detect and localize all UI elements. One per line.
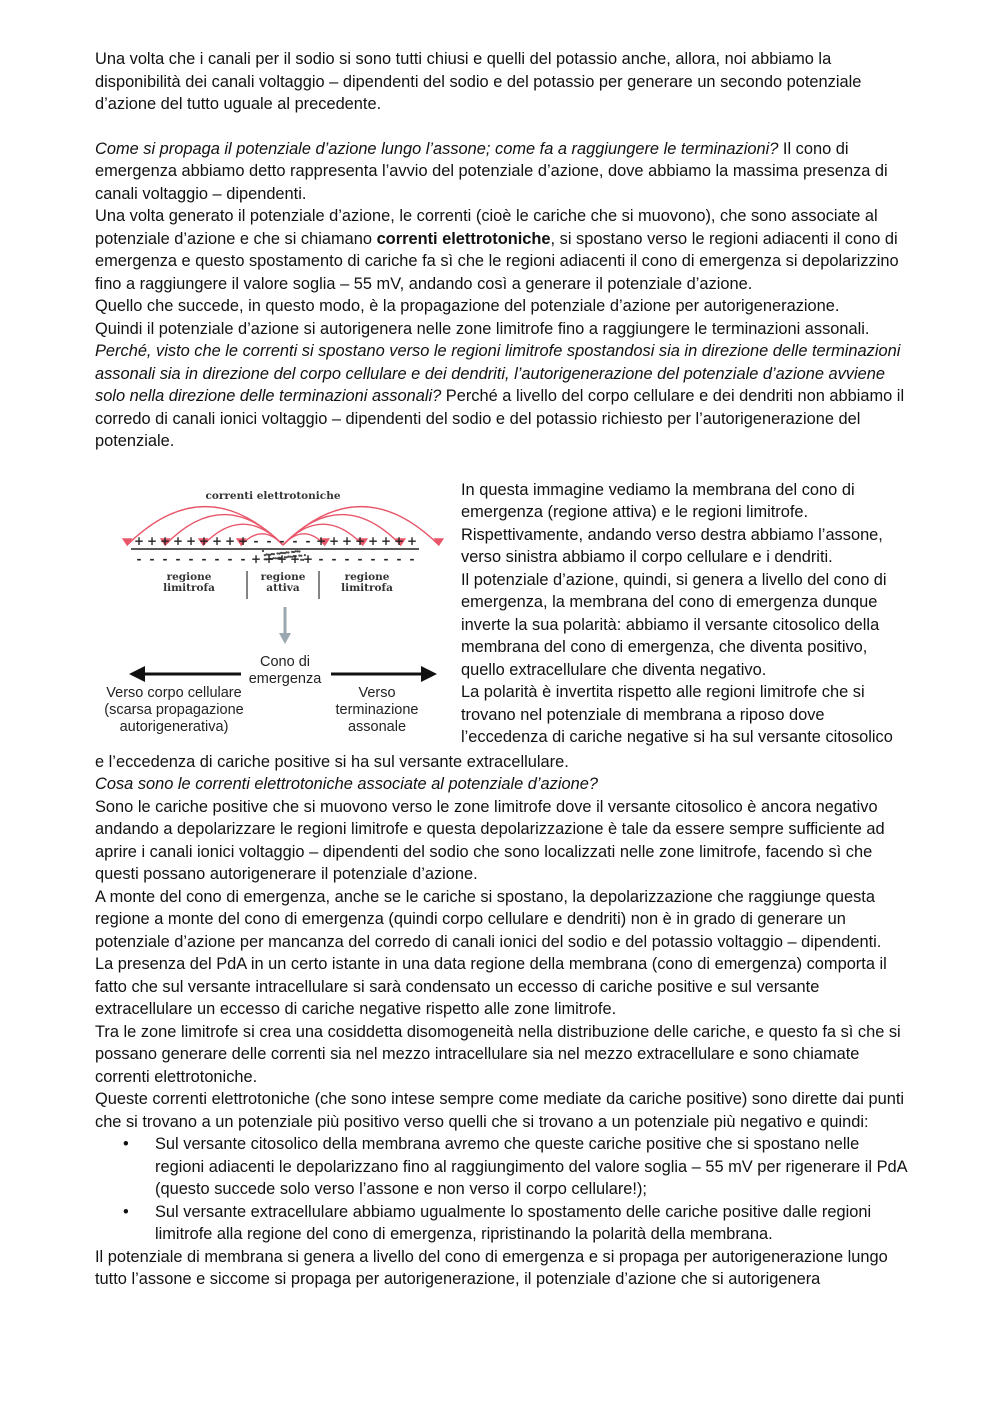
charge-sign: + [146, 533, 158, 548]
question-2: Perché, visto che le correnti si spostano verso le regioni limitrofe spostandosi sia in direzione delle terminazioni assonali sia in direzione del corpo cellulare e dei dendriti, l’autorigenerazione del potenziale d’azione avviene solo nella direzione delle terminazioni assonali? [95, 342, 901, 405]
paragraph-2 [95, 138, 910, 206]
charge-sign: + [315, 533, 327, 548]
charge-sign: + [237, 533, 249, 548]
paragraph-3-text-b: , si spostano verso le regioni adiacenti il cono di emergenza e questo spostamento di cariche fa sì che le regioni adiacenti il cono di emergenza si depolarizzino fino a raggiungere il valore soglia – 55 mV, andando così a generare il potenziale d’azione. [95, 229, 899, 293]
charge-sign: + [341, 533, 353, 548]
paragraph-1: Una volta che i canali per il sodio si sono tutti chiusi e quelli del potassio anche, allora, noi abbiamo la disponibilità dei canali voltaggio – dipendenti del sodio e del potassio per generare un secondo potenziale d’azione del tutto uguale al precedente. [95, 50, 862, 113]
charge-sign: + [276, 551, 288, 566]
charge-sign: - [214, 551, 220, 566]
question-3: Cosa sono le correnti elettrotoniche associate al potenziale d’azione? [95, 775, 598, 793]
charge-sign: - [305, 533, 311, 548]
cono-label-2: emergenza [248, 670, 322, 687]
paragraph-14: Il potenziale di membrana si genera a livello del cono di emergenza e si propaga per autorigenerazione lungo tutto l’assone e siccome si propaga per autorigenerazione, il potenziale d’azione che si autorigenera [95, 1247, 888, 1288]
paragraph-9: Sono le cariche positive che si muovono verso le zone limitrofe dove il versante citosolico è ancora negativo andando a depolarizzare le regioni limitrofe e questa depolarizzazione è tale da essere sempre sufficiente ad aprire i canali ionici voltaggio – dipendenti del sodio che sono localizzati nelle zone limitrofe, facendo sì che questi possano autorigenerare il potenziale d’azione. [95, 797, 885, 883]
paragraph-13: Queste correnti elettrotoniche (che sono intese sempre come mediate da cariche positive) sono dirette dai punti che si trovano a un potenziale più positivo verso quelli che si trovano a un potenziale più negativo e quindi: [95, 1090, 905, 1131]
charge-dot [300, 558, 302, 560]
paragraph-12: Tra le zone limitrofe si crea una cosiddetta disomogeneità nella distribuzione delle cariche, e questo fa sì che si possano generare delle correnti sia nel mezzo intracellulare sia nel mezzo extracellulare e sono chiamate correnti elettrotoniche. [95, 1022, 901, 1086]
cono-label-1: Cono di [260, 653, 310, 670]
charge-sign: + [198, 533, 210, 548]
paragraph-4: Quello che succede, in questo modo, è la propagazione del potenziale d’azione per autorigenerazione. [95, 297, 840, 315]
paragraph-5: Quindi il potenziale d’azione si autorigenera nelle zone limitrofe fino a raggiungere le terminazioni assonali. [95, 319, 870, 338]
figure-text-3: Il potenziale d’azione, quindi, si genera a livello del cono di emergenza, la membrana del cono di emergenza dunque inverte la sua polarità: abbiamo il versante citosolico della membrana del cono di emergenza, che diventa positivo, quello extracellulare che diventa negativo. [461, 570, 887, 679]
paragraph-6 [95, 340, 910, 453]
charge-sign: + [263, 551, 275, 566]
charge-sign: - [266, 533, 272, 548]
charge-sign: - [318, 551, 324, 566]
charge-sign: + [354, 533, 366, 548]
charge-sign: + [159, 533, 171, 548]
membrane-figure [95, 479, 445, 751]
charge-sign: - [409, 551, 415, 566]
left-label-1: Verso corpo cellulare [106, 684, 242, 701]
charge-sign: + [302, 551, 314, 566]
paragraph-3 [95, 205, 910, 295]
charge-sign: - [240, 551, 246, 566]
bold-term: correnti elettrotoniche [376, 229, 551, 248]
region-left-label-2: limitrofa [163, 581, 215, 594]
left-label-2: (scarsa propagazione [104, 701, 244, 718]
charge-sign: - [396, 551, 402, 566]
figure-text-1: In questa immagine vediamo la membrana del cono di emergenza (regione attiva) e le regioni limitrofe. [461, 480, 855, 521]
charge-sign: - [162, 551, 168, 566]
charge-sign: - [370, 551, 376, 566]
figure-row [95, 479, 910, 751]
charge-sign: - [279, 533, 285, 548]
charge-sign: - [149, 551, 155, 566]
region-right-label-2: limitrofa [341, 581, 393, 594]
down-arrow-head [279, 633, 291, 644]
question-1: Come si propaga il potenziale d’azione lungo l’assone; come fa a raggiungere le terminazioni? [95, 139, 779, 158]
extracellular-charges [134, 534, 417, 548]
charge-sign: - [253, 533, 259, 548]
charge-sign: - [175, 551, 181, 566]
current-arrowhead [435, 539, 443, 545]
charge-sign: + [289, 551, 301, 566]
charge-sign: - [188, 551, 194, 566]
charge-sign: + [211, 533, 223, 548]
figure-description [461, 479, 906, 751]
charge-sign: + [393, 533, 405, 548]
charge-sign: + [328, 533, 340, 548]
charge-sign: - [383, 551, 389, 566]
paragraph-3-text-a: Una volta generato il potenziale d’azione, le correnti (cioè le cariche che si muovono), che sono associate al potenziale d’azione e che si chiamano [95, 207, 878, 248]
left-label-3: autorigenerativa) [119, 718, 229, 735]
charge-sign: + [250, 551, 262, 566]
paragraph-11: La presenza del PdA in un certo istante in una data regione della membrana (cono di emergenza) comporta il fatto che sul versante intracellulare si sarà condensato un eccesso di cariche positive e sul versante extracellulare un eccesso di cariche negative rispetto alle zone limitrofe. [95, 955, 887, 1018]
charge-sign: - [331, 551, 337, 566]
right-arrow-head [421, 666, 437, 682]
paragraph-7: e l’eccedenza di cariche positive si ha sul versante extracellulare. [95, 752, 569, 771]
charge-sign: + [380, 533, 392, 548]
right-label-1: Verso [358, 684, 396, 701]
right-label-2: terminazione [335, 701, 419, 718]
current-arrowhead [123, 539, 131, 545]
membrane-diagram [95, 479, 445, 751]
region-center-label-1: regione [260, 570, 306, 583]
charge-sign: - [227, 551, 233, 566]
charge-sign: - [136, 551, 142, 566]
charge-sign: - [292, 533, 298, 548]
figure-title: correnti elettrotoniche [205, 489, 341, 502]
bullet-list [95, 1133, 910, 1246]
charge-sign: - [357, 551, 363, 566]
answer-2: Perché a livello del corpo cellulare e dei dendriti non abbiamo il corredo di canali ionici voltaggio – dipendenti del sodio e del potassio richiesto per l’autorigenerazione del potenziale. [95, 387, 905, 450]
bullet-item: • Sul versante citosolico della membrana avremo che queste cariche positive che si spostano nelle regioni adiacenti le depolarizzano fino al raggiungimento del valore soglia – 55 mV per rigenerare il PdA (questo succede solo verso l’assone e non verso il corpo cellulare!); [155, 1133, 910, 1201]
region-center-label-2: attiva [266, 581, 300, 594]
left-arrow-head [129, 666, 145, 682]
charge-sign: - [344, 551, 350, 566]
answer-1: Il cono di emergenza abbiamo detto rappresenta l’avvio del potenziale d’azione, dove abbiamo la massima presenza di canali voltaggio – dipendenti. [95, 139, 888, 203]
right-label-3: assonale [347, 718, 407, 735]
region-right-label-1: regione [344, 570, 390, 583]
document-body [95, 48, 910, 1291]
paragraph-8 [95, 773, 910, 796]
charge-sign: + [367, 533, 379, 548]
charge-sign: + [133, 533, 145, 548]
charge-sign: + [185, 533, 197, 548]
charge-sign: - [201, 551, 207, 566]
charge-sign: + [224, 533, 236, 548]
figure-text-2: Rispettivamente, andando verso destra abbiamo l’assone, verso sinistra abbiamo il corpo cellulare e i dendriti. [461, 525, 883, 566]
paragraph-10: A monte del cono di emergenza, anche se le cariche si spostano, la depolarizzazione che raggiunge questa regione a monte del cono di emergenza (quindi corpo cellulare e dendriti) non è in grado di generare un potenziale d’azione per mancanza del corredo di canali ionici del sodio e del potassio voltaggio – dipendenti. [95, 887, 882, 951]
bullet-item: • Sul versante extracellulare abbiamo ugualmente lo spostamento delle cariche positive dalle regioni limitrofe alla regione del cono di emergenza, ripristinando la polarità della membrana. [155, 1201, 910, 1246]
figure-text-4: La polarità è invertita rispetto alle regioni limitrofe che si trovano nel potenziale di membrana a riposo dove l’eccedenza di cariche negative si ha sul versante citosolico [461, 683, 893, 746]
charge-sign: + [172, 533, 184, 548]
region-left-label-1: regione [166, 570, 212, 583]
charge-sign: + [406, 533, 418, 548]
